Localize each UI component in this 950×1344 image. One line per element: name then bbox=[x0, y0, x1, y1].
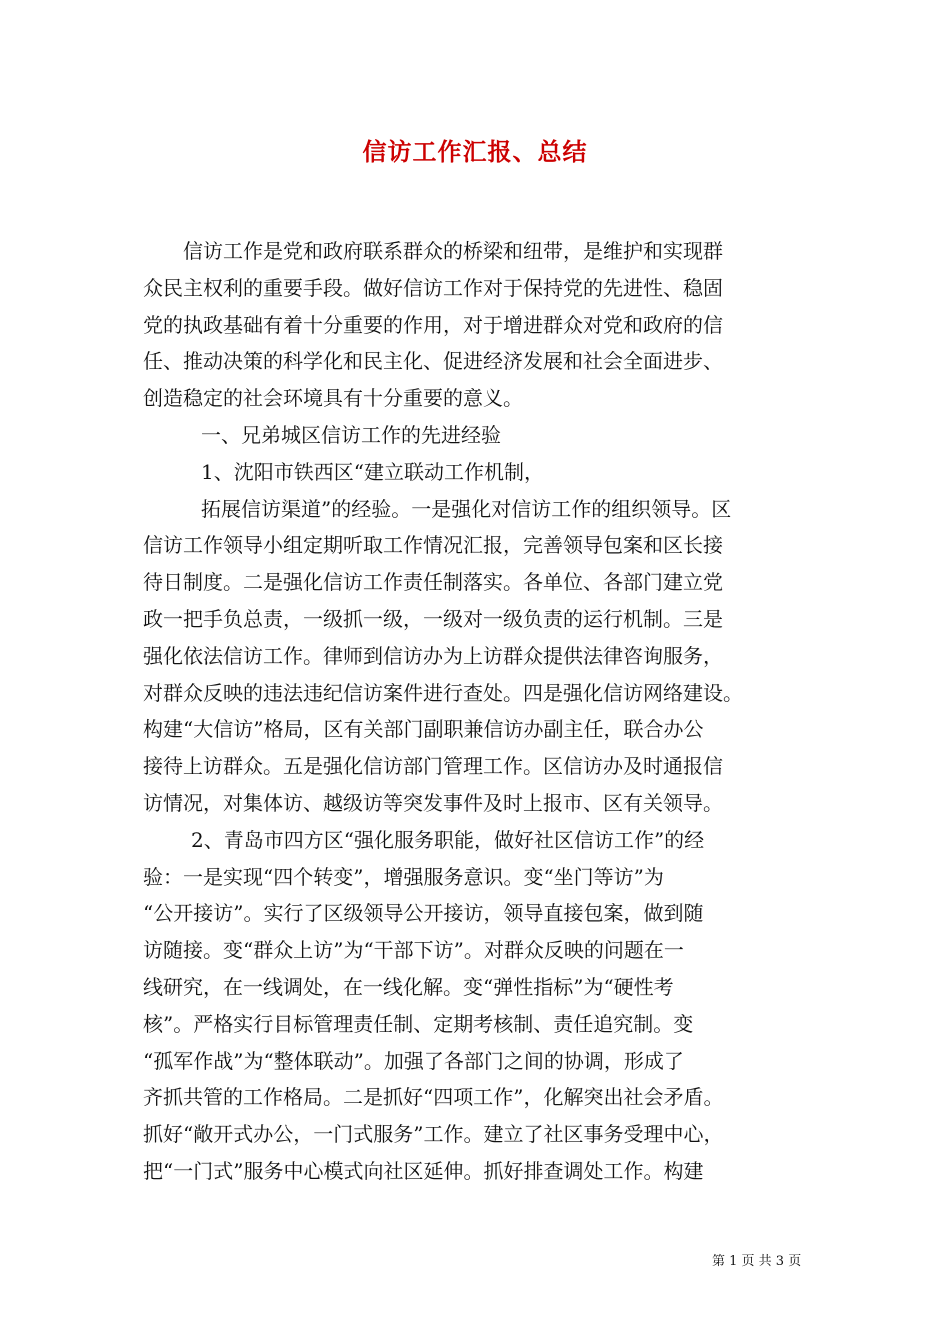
document-body bbox=[143, 233, 823, 1190]
text-line: 访情况，对集体访、越级访等突发事件及时上报市、区有关领导。 bbox=[143, 790, 723, 815]
text-line: 党的执政基础有着十分重要的作用，对于增进群众对党和政府的信 bbox=[143, 312, 723, 337]
text-line: 信访工作是党和政府联系群众的桥梁和纽带，是维护和实现群 bbox=[183, 239, 723, 263]
text-line: 创造稳定的社会环境具有十分重要的意义。 bbox=[143, 386, 523, 411]
document-title: 信访工作汇报、总结 bbox=[362, 137, 588, 166]
section-heading: 一、兄弟城区信访工作的先进经验 bbox=[201, 422, 501, 447]
text-line: 信访工作领导小组定期听取工作情况汇报，完善领导包案和区长接 bbox=[143, 533, 723, 558]
text-line: 把“一门式”服务中心模式向社区延伸。抓好排查调处工作。构建 bbox=[143, 1158, 704, 1183]
subsection-heading: 1、沈阳市铁西区“建立联动工作机制， bbox=[201, 459, 544, 484]
text-line: 构建“大信访”格局，区有关部门副职兼信访办副主任，联合办公 bbox=[143, 717, 704, 742]
text-line: 拓展信访渠道”的经验。一是强化对信访工作的组织领导。区 bbox=[201, 496, 732, 521]
text-line: 齐抓共管的工作格局。二是抓好“四项工作”，化解突出社会矛盾。 bbox=[143, 1085, 724, 1110]
text-line: 访随接。变“群众上访”为“干部下访”。对群众反映的问题在一 bbox=[143, 938, 684, 963]
subsection-heading: 2、青岛市四方区“强化服务职能，做好社区信访工作”的经 bbox=[191, 827, 705, 852]
text-line: 核”。严格实行目标管理责任制、定期考核制、责任追究制。变 bbox=[143, 1011, 694, 1036]
text-line: 验：一是实现“四个转变”，增强服务意识。变“坐门等访”为 bbox=[143, 864, 664, 889]
text-line: 强化依法信访工作。律师到信访办为上访群众提供法律咨询服务， bbox=[143, 643, 723, 668]
page-footer: 第 1 页 共 3 页 bbox=[712, 1254, 802, 1269]
text-line: 线研究，在一线调处，在一线化解。变“弹性指标”为“硬性考 bbox=[143, 974, 674, 999]
text-line: “孤军作战”为“整体联动”。加强了各部门之间的协调，形成了 bbox=[143, 1048, 684, 1073]
text-line: 任、推动决策的科学化和民主化、促进经济发展和社会全面进步、 bbox=[143, 349, 723, 374]
text-line: 接待上访群众。五是强化信访部门管理工作。区信访办及时通报信 bbox=[143, 754, 723, 779]
text-line: “公开接访”。实行了区级领导公开接访，领导直接包案，做到随 bbox=[143, 901, 704, 926]
text-line: 抓好“敞开式办公，一门式服务”工作。建立了社区事务受理中心， bbox=[143, 1122, 724, 1147]
text-line: 众民主权利的重要手段。做好信访工作对于保持党的先进性、稳固 bbox=[143, 275, 723, 300]
text-line: 政一把手负总责，一级抓一级，一级对一级负责的运行机制。三是 bbox=[143, 606, 723, 631]
text-line: 对群众反映的违法违纪信访案件进行查处。四是强化信访网络建设。 bbox=[143, 680, 743, 705]
text-line: 待日制度。二是强化信访工作责任制落实。各单位、各部门建立党 bbox=[143, 570, 723, 595]
